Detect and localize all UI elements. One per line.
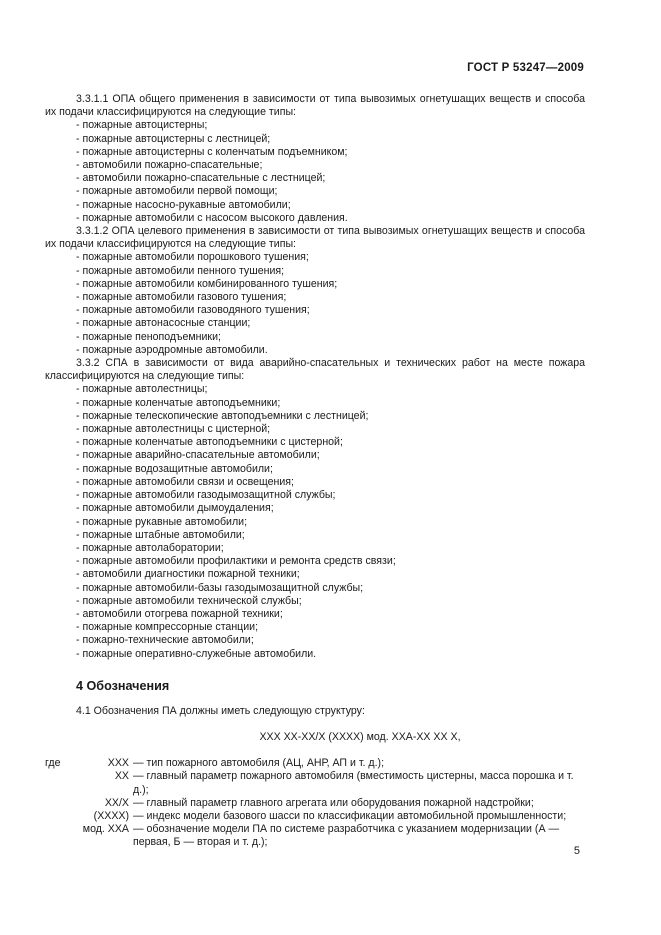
paragraph-3-3-1-2: 3.3.1.2 ОПА целевого применения в зависимости от типа вывозимых огнетушащих веществ и способа их подачи классифицируются на следующие типы: [45, 225, 585, 251]
where-key: ХХ/Х [104, 796, 129, 809]
where-value: — обозначение модели ПА по системе разработчика с указанием модернизации (А — первая, Б — вторая и т. д.); [133, 823, 560, 849]
paragraph-3-3-1-1: 3.3.1.1 ОПА общего применения в зависимости от типа вывозимых огнетушащих веществ и способа их подачи классифицируются на следующие типы: [45, 93, 585, 119]
list-item: - пожарные автомобили порошкового тушения; [76, 251, 309, 264]
where-list [45, 757, 585, 849]
list-item: - пожарные автомобили технической службы; [76, 594, 302, 607]
list-item: - пожарные автомобили газодымозащитной службы; [76, 489, 336, 502]
paragraph-3-3-2: 3.3.2 СПА в зависимости от вида аварийно-спасательных и технических работ на месте пожара классифицируются на следующие типы: [45, 357, 585, 383]
list-item: - пожарные аварийно-спасательные автомобили; [76, 449, 320, 462]
list-item: - пожарные автоцистерны; [76, 119, 208, 132]
where-key: мод. ХХА [82, 823, 129, 836]
list-item: - пожарные автомобили пенного тушения; [76, 264, 285, 277]
list-item: - пожарные автомобили профилактики и ремонта средств связи; [76, 555, 396, 568]
list-item: - пожарные телескопические автоподъемники с лестницей; [76, 409, 369, 422]
where-key: ХХХ [107, 757, 129, 770]
list-item: - автомобили пожарно-спасательные; [76, 159, 263, 172]
list-3-3-2 [45, 383, 585, 660]
list-item: - пожарные коленчатые автоподъемники с цистерной; [76, 436, 343, 449]
where-row [45, 810, 585, 823]
list-item: - пожарные автолестницы; [76, 383, 208, 396]
where-row [45, 797, 585, 810]
where-value: — индекс модели базового шасси по классификации автомобильной промышленности; [133, 809, 567, 822]
where-word: где [45, 757, 61, 770]
list-item: - пожарные компрессорные станции; [76, 621, 259, 634]
list-item: - пожарные автомобили дымоудаления; [76, 502, 274, 515]
list-3-3-1-1 [45, 119, 585, 225]
list-item: - пожарные автомобили газоводяного тушения; [76, 304, 310, 317]
document-body [45, 93, 585, 850]
page-number: 5 [573, 845, 580, 857]
list-item: - пожарные штабные автомобили; [76, 528, 245, 541]
designation-structure: ХХХ ХХ-ХХ/Х (ХХХХ) мод. ХХА-ХХ ХХ Х, [259, 730, 461, 743]
where-key: ХХ [114, 770, 129, 783]
where-key: (ХХХХ) [93, 809, 129, 822]
list-item: - автомобили отогрева пожарной техники; [76, 607, 283, 620]
list-item: - пожарные водозащитные автомобили; [76, 462, 273, 475]
list-item: - пожарные насосно-рукавные автомобили; [76, 198, 291, 211]
paragraph-4-1: 4.1 Обозначения ПА должны иметь следующую структуру: [76, 704, 365, 717]
list-item: - пожарные автомобили комбинированного тушения; [76, 277, 338, 290]
list-item: - пожарно-технические автомобили; [76, 634, 254, 647]
list-item: - пожарные автонасосные станции; [76, 317, 251, 330]
list-item: - пожарные автомобили связи и освещения; [76, 475, 294, 488]
list-item: - автомобили пожарно-спасательные с лестницей; [76, 172, 326, 185]
list-item: - автомобили диагностики пожарной техники; [76, 568, 300, 581]
list-item: - пожарные автолестницы с цистерной; [76, 423, 271, 436]
list-item: - пожарные автомобили газового тушения; [76, 291, 287, 304]
list-item: - пожарные автомобили первой помощи; [76, 185, 278, 198]
where-value: — главный параметр главного агрегата или оборудования пожарной надстройки; [133, 796, 534, 809]
where-row [45, 757, 585, 770]
list-3-3-1-2 [45, 251, 585, 357]
list-item: - пожарные аэродромные автомобили. [76, 343, 268, 356]
where-row [45, 770, 585, 796]
list-item: - пожарные рукавные автомобили; [76, 515, 248, 528]
section-4-title: 4 Обозначения [76, 678, 170, 693]
standard-header: ГОСТ Р 53247—2009 [467, 62, 584, 74]
list-item: - пожарные автомобили с насосом высокого давления. [76, 211, 348, 224]
list-item: - пожарные коленчатые автоподъемники; [76, 396, 281, 409]
list-item: - пожарные пеноподъемники; [76, 330, 221, 343]
list-item: - пожарные оперативно-служебные автомобили. [76, 647, 317, 660]
list-item: - пожарные автомобили-базы газодымозащитной службы; [76, 581, 364, 594]
where-row [45, 823, 585, 849]
list-item: - пожарные автоцистерны с лестницей; [76, 132, 271, 145]
where-value: — главный параметр пожарного автомобиля (вместимость цистерны, масса порошка и т. д.); [133, 770, 574, 796]
where-value: — тип пожарного автомобиля (АЦ, АНР, АП и т. д.); [133, 757, 385, 770]
list-item: - пожарные автоцистерны с коленчатым подъемником; [76, 145, 348, 158]
list-item: - пожарные автолаборатории; [76, 541, 224, 554]
